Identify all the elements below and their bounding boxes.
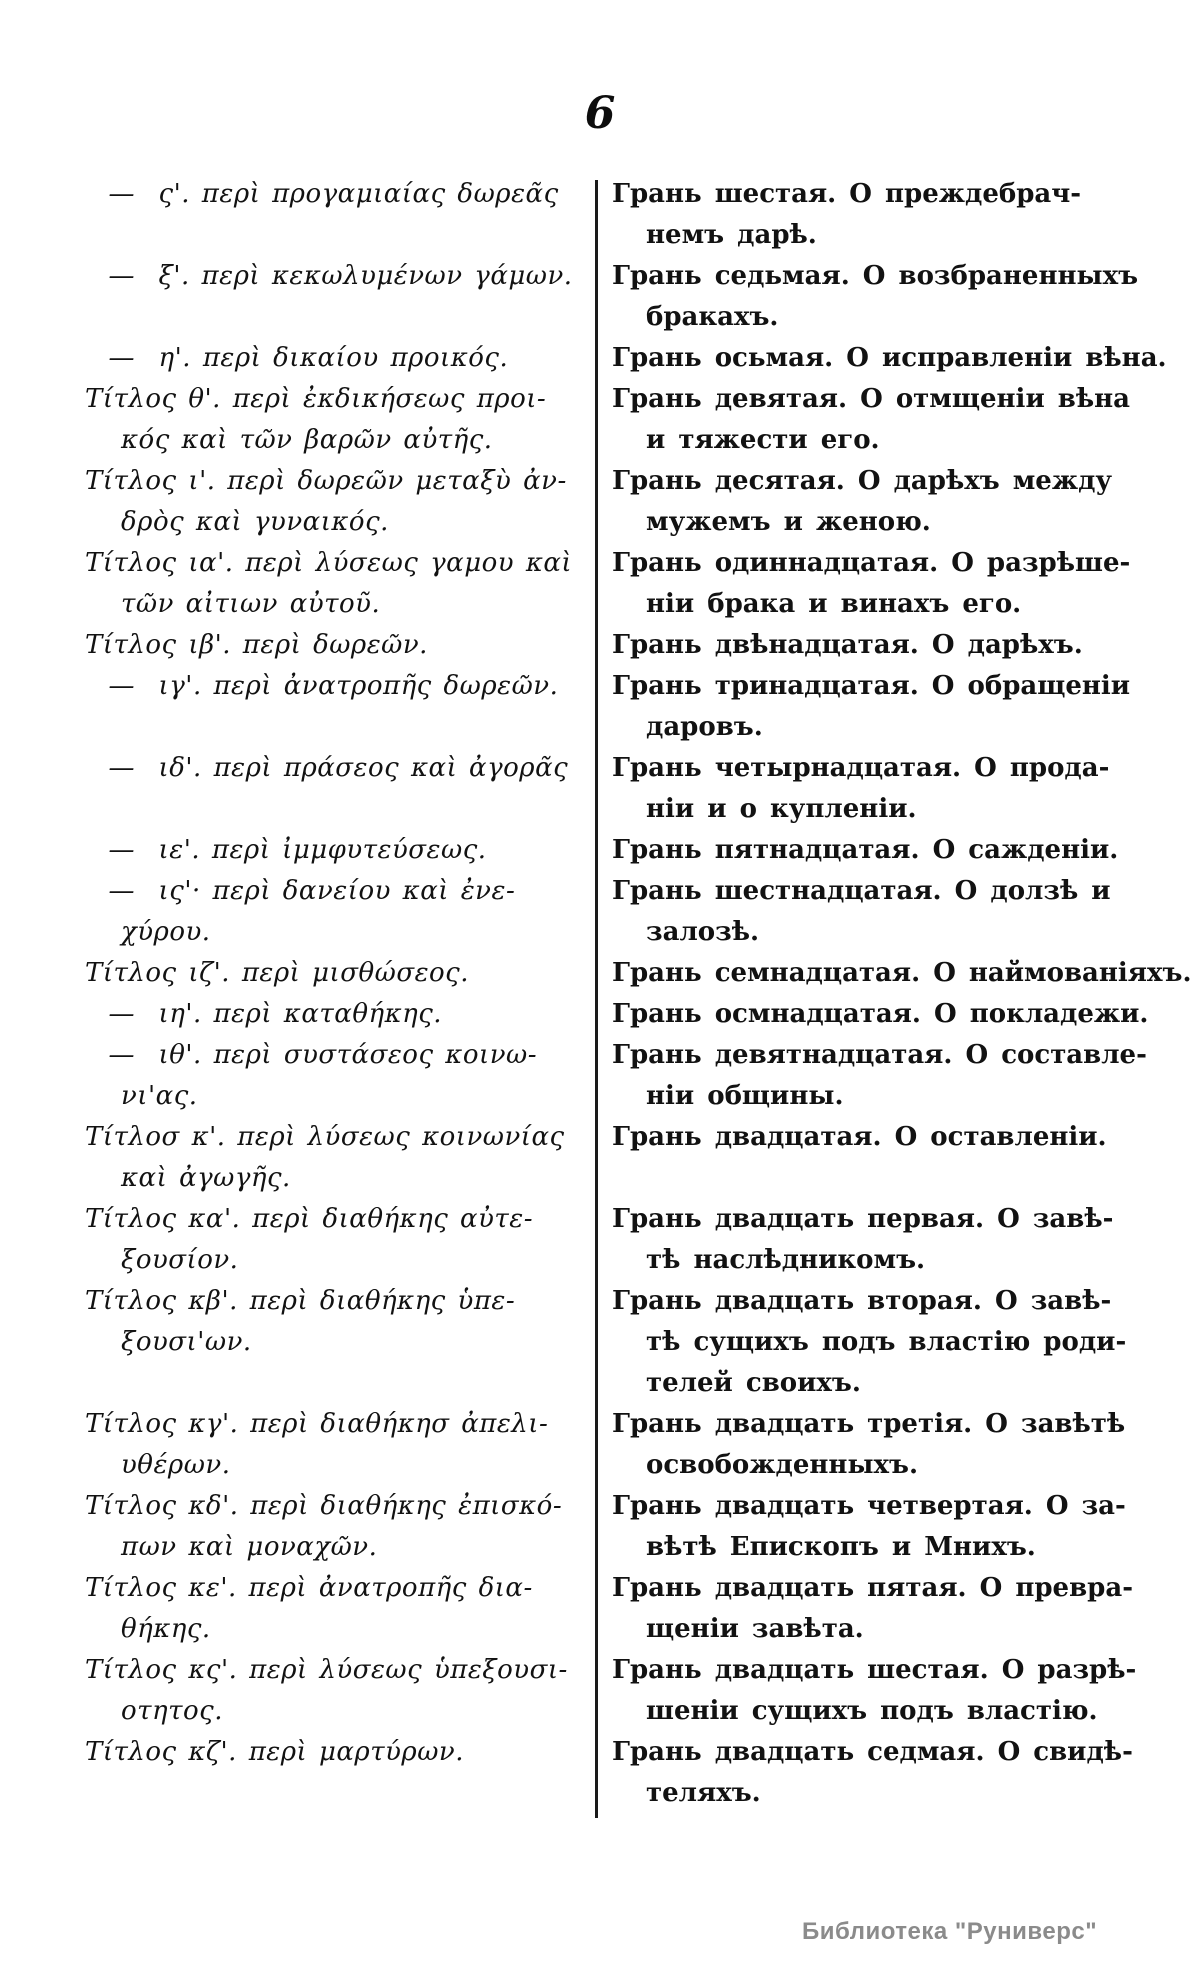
greek-line: Τίτλος κγ'. περὶ διαθήκησ ἀπελι- <box>85 1409 549 1439</box>
russian-line: Грань четырнадцатая. О прода- <box>612 753 1110 783</box>
toc-row <box>85 543 1140 625</box>
greek-cell <box>85 1117 595 1199</box>
greek-line: — ιδ'. περὶ πράσεος καὶ ἀγορᾶς <box>85 753 569 783</box>
russian-line: Грань двадцать пятая. О превра- <box>612 1573 1133 1603</box>
toc-row <box>85 1568 1140 1650</box>
russian-line: Грань двадцать шестая. О разрѣ- <box>612 1655 1137 1685</box>
russian-cell <box>595 461 1140 543</box>
russian-line: ніи брака и винахъ его. <box>646 589 1022 619</box>
russian-line: и тяжести его. <box>646 425 880 455</box>
russian-line: тѣ наслѣдникомъ. <box>646 1245 926 1275</box>
toc-row <box>85 461 1140 543</box>
russian-line: Грань шестая. О преждебрач- <box>612 179 1082 209</box>
russian-cell <box>595 953 1192 994</box>
toc-row <box>85 338 1167 379</box>
greek-cell <box>85 666 595 707</box>
greek-cell <box>85 1568 595 1650</box>
russian-cell <box>595 994 1149 1035</box>
greek-line: — ις'· περὶ δανείου καὶ ἐνε- <box>85 876 516 906</box>
russian-line: ніи общины. <box>646 1081 844 1111</box>
russian-line: Грань девятнадцатая. О составле- <box>612 1040 1147 1070</box>
toc-row <box>85 1650 1140 1732</box>
greek-line: νι'ας. <box>121 1081 198 1111</box>
greek-line: πων καὶ μοναχῶν. <box>121 1532 378 1562</box>
russian-cell <box>595 256 1140 338</box>
toc <box>85 174 1192 1814</box>
greek-cell <box>85 1199 595 1281</box>
russian-line: залозѣ. <box>646 917 760 947</box>
russian-cell <box>595 871 1140 953</box>
russian-cell <box>595 1568 1140 1650</box>
greek-line: Τίτλος θ'. περὶ ἐκδικήσεως προι- <box>85 384 547 414</box>
greek-line: Τίτλος ια'. περὶ λύσεως γαμου καὶ <box>85 548 573 578</box>
toc-row <box>85 625 1140 666</box>
greek-cell <box>85 1035 595 1117</box>
toc-row <box>85 1486 1140 1568</box>
toc-row <box>85 1281 1140 1404</box>
toc-row <box>85 994 1149 1035</box>
toc-row <box>85 1732 1140 1814</box>
greek-line: δρὸς καὶ γυναικός. <box>121 507 389 537</box>
russian-line: Грань двадцать вторая. О завѣ- <box>612 1286 1112 1316</box>
watermark: Библиотека "Руниверс" <box>802 1918 1098 1945</box>
greek-line: ξουσίον. <box>121 1245 239 1275</box>
russian-cell <box>595 543 1140 625</box>
greek-cell <box>85 1732 595 1773</box>
russian-line: тѣ сущихъ подъ властію роди- <box>646 1327 1127 1357</box>
russian-cell <box>595 1732 1140 1814</box>
russian-line: Грань тринадцатая. О обращеніи <box>612 671 1131 701</box>
greek-line: κός καὶ τῶν βαρῶν αὐτῆς. <box>121 425 493 455</box>
greek-line: — η'. περὶ δικαίου προικός. <box>85 343 509 373</box>
greek-cell <box>85 1281 595 1363</box>
toc-row <box>85 871 1140 953</box>
greek-line: οτητος. <box>121 1696 223 1726</box>
greek-line: — ξ'. περὶ κεκωλυμένων γάμων. <box>85 261 573 291</box>
russian-cell <box>595 830 1140 871</box>
greek-cell <box>85 174 595 215</box>
greek-cell <box>85 1650 595 1732</box>
toc-row <box>85 953 1192 994</box>
greek-line: υθέρων. <box>121 1450 231 1480</box>
greek-cell <box>85 461 595 543</box>
russian-line: Грань седьмая. О возбраненныхъ <box>612 261 1139 291</box>
toc-row <box>85 256 1140 338</box>
toc-row <box>85 830 1140 871</box>
russian-line: немъ дарѣ. <box>646 220 817 250</box>
russian-line: Грань семнадцатая. О наймованіяхъ. <box>612 958 1192 988</box>
greek-line: Τίτλος κζ'. περὶ μαρτύρων. <box>85 1737 464 1767</box>
russian-cell <box>595 625 1140 666</box>
russian-line: мужемъ и женою. <box>646 507 931 537</box>
toc-row <box>85 1035 1147 1117</box>
russian-cell <box>595 1650 1140 1732</box>
greek-line: — ιη'. περὶ καταθήκης. <box>85 999 443 1029</box>
russian-line: Грань пятнадцатая. О сажденіи. <box>612 835 1119 865</box>
toc-row <box>85 379 1140 461</box>
greek-line: — ιθ'. περὶ συστάσεος κοινω- <box>85 1040 537 1070</box>
greek-line: Τίτλος ιβ'. περὶ δωρεῶν. <box>85 630 428 660</box>
greek-line: Τίτλος ι'. περὶ δωρεῶν μεταξὺ ἀν- <box>85 466 567 496</box>
toc-row <box>85 1199 1140 1281</box>
russian-line: щеніи завѣта. <box>646 1614 864 1644</box>
page-number: 6 <box>584 88 616 139</box>
russian-line: освобожденныхъ. <box>646 1450 919 1480</box>
russian-cell <box>595 1117 1140 1158</box>
toc-row <box>85 666 1140 748</box>
russian-cell <box>595 338 1167 379</box>
toc-row <box>85 1117 1140 1199</box>
toc-row <box>85 1404 1140 1486</box>
russian-line: Грань осьмая. О исправленіи вѣна. <box>612 343 1167 373</box>
russian-cell <box>595 174 1140 256</box>
russian-line: шеніи сущихъ подъ властію. <box>646 1696 1098 1726</box>
russian-cell <box>595 748 1140 830</box>
russian-line: телей своихъ. <box>646 1368 861 1398</box>
russian-line: бракахъ. <box>646 302 779 332</box>
russian-line: Грань двадцать четвертая. О за- <box>612 1491 1126 1521</box>
greek-cell <box>85 830 595 871</box>
russian-line: Грань девятая. О отмщеніи вѣна <box>612 384 1130 414</box>
russian-cell <box>595 379 1140 461</box>
toc-row <box>85 174 1140 256</box>
russian-cell <box>595 1199 1140 1281</box>
greek-line: — ιγ'. περὶ ἀνατροπῆς δωρεῶν. <box>85 671 559 701</box>
russian-line: Грань осмнадцатая. О покладежи. <box>612 999 1149 1029</box>
russian-cell <box>595 1486 1140 1568</box>
greek-cell <box>85 953 595 994</box>
russian-line: Грань двадцать третія. О завѣтѣ <box>612 1409 1126 1439</box>
greek-line: — ιε'. περὶ ἰμμφυτεύσεως. <box>85 835 487 865</box>
russian-line: Грань шестнадцатая. О долзѣ и <box>612 876 1111 906</box>
greek-line: — ς'. περὶ προγαμιαίας δωρεᾶς <box>85 179 559 209</box>
russian-line: теляхъ. <box>646 1778 761 1808</box>
russian-line: Грань одиннадцатая. О разрѣше- <box>612 548 1131 578</box>
toc-row <box>85 748 1140 830</box>
greek-cell <box>85 871 595 953</box>
russian-cell <box>595 666 1140 748</box>
russian-line: Грань двѣнадцатая. О дарѣхъ. <box>612 630 1083 660</box>
greek-line: Τίτλος κα'. περὶ διαθήκης αὐτε- <box>85 1204 534 1234</box>
greek-cell <box>85 256 595 297</box>
greek-line: θήκης. <box>121 1614 211 1644</box>
greek-line: χύρου. <box>121 917 211 947</box>
russian-line: Грань двадцатая. О оставленіи. <box>612 1122 1107 1152</box>
russian-line: Грань двадцать седмая. О свидѣ- <box>612 1737 1133 1767</box>
russian-line: Грань двадцать первая. О завѣ- <box>612 1204 1114 1234</box>
russian-cell <box>595 1035 1147 1117</box>
greek-cell <box>85 748 595 789</box>
greek-cell <box>85 994 595 1035</box>
greek-cell <box>85 625 595 666</box>
greek-line: Τίτλος ιζ'. περὶ μισθώσεος. <box>85 958 469 988</box>
greek-line: Τίτλος κβ'. περὶ διαθήκης ὑπε- <box>85 1286 516 1316</box>
greek-line: Τίτλος κε'. περὶ ἀνατροπῆς δια- <box>85 1573 533 1603</box>
greek-line: ξουσι'ων. <box>121 1327 252 1357</box>
greek-cell <box>85 338 595 379</box>
greek-line: Τίτλοσ κ'. περὶ λύσεως κοινωνίας <box>85 1122 565 1152</box>
russian-line: вѣтѣ Епископъ и Мнихъ. <box>646 1532 1036 1562</box>
greek-cell <box>85 1486 595 1568</box>
greek-line: Τίτλος κς'. περὶ λύσεως ὑπεξουσι- <box>85 1655 568 1685</box>
russian-line: даровъ. <box>646 712 763 742</box>
russian-line: ніи и о купленіи. <box>646 794 917 824</box>
greek-cell <box>85 543 595 625</box>
greek-line: καὶ ἀγωγῆς. <box>121 1163 291 1193</box>
greek-line: Τίτλος κδ'. περὶ διαθήκης ἐπισκό- <box>85 1491 563 1521</box>
greek-cell <box>85 1404 595 1486</box>
greek-line: τῶν αἰτιων αὐτοῦ. <box>121 589 381 619</box>
greek-cell <box>85 379 595 461</box>
russian-cell <box>595 1404 1140 1486</box>
russian-cell <box>595 1281 1140 1404</box>
russian-line: Грань десятая. О дарѣхъ между <box>612 466 1113 496</box>
